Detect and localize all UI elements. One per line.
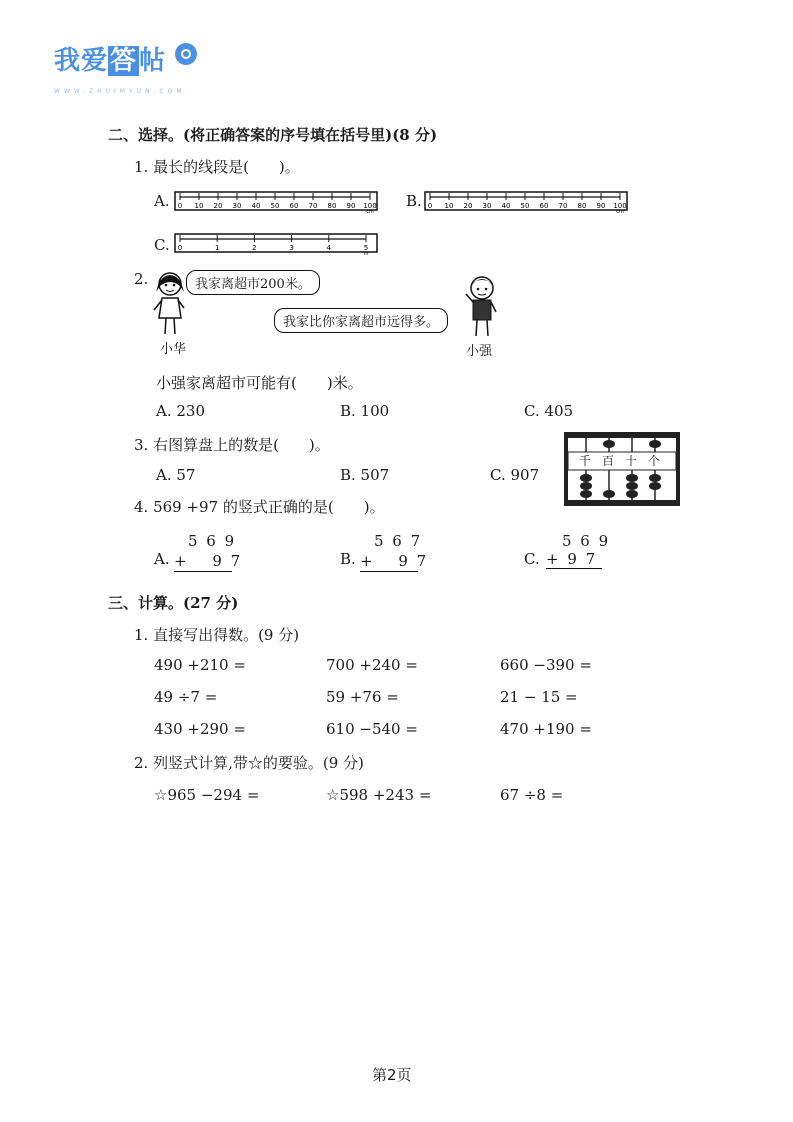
section3-title: 三、计算。(27 分) bbox=[108, 594, 239, 612]
ruler-a-tick-label: 80 bbox=[327, 202, 337, 210]
vertical-calc-3: 67 ÷8 = bbox=[500, 786, 564, 804]
q2-option-a: A. 230 bbox=[156, 402, 205, 420]
s3-q2-stem: 2. 列竖式计算,带☆的要验。(9 分) bbox=[134, 754, 364, 772]
q3-option-a: A. 57 bbox=[156, 466, 196, 484]
abacus-label-ones: 个 bbox=[648, 454, 661, 468]
logo bbox=[54, 40, 197, 77]
ruler-c-tick-label: 0 bbox=[177, 244, 183, 252]
logo-text-c: 帖 bbox=[139, 46, 167, 76]
ruler-a-tick-label: 30 bbox=[232, 202, 242, 210]
calc-r3-c3: 470 +190 = bbox=[500, 720, 592, 738]
boy-figure bbox=[462, 274, 502, 338]
ruler-a-tick-label: 60 bbox=[289, 202, 299, 210]
q4-b-bottom: + 9 7 bbox=[360, 552, 429, 570]
q4-c-top: 5 6 9 bbox=[562, 532, 611, 550]
logo-text-b: 答 bbox=[110, 46, 138, 76]
girl-speech-bubble: 我家离超市200米。 bbox=[186, 270, 320, 295]
q4-c-bottom: + 9 7 bbox=[546, 550, 602, 569]
q1-stem: 1. 最长的线段是( )。 bbox=[134, 158, 300, 176]
q4-a-bottom: + 9 7 bbox=[174, 552, 243, 570]
page-number: 第2页 bbox=[372, 1066, 412, 1084]
ruler-b-tick-label: 30 bbox=[482, 202, 492, 210]
boy-speech-bubble: 我家比你家离超市远得多。 bbox=[274, 308, 448, 333]
ruler-c-tick-label: 5 bbox=[363, 244, 369, 252]
ruler-a-tick-label: 70 bbox=[308, 202, 318, 210]
calc-r1-c2: 700 +240 = bbox=[326, 656, 418, 674]
q4-stem: 4. 569 +97 的竖式正确的是( )。 bbox=[134, 498, 385, 516]
ruler-b-tick-label: 20 bbox=[463, 202, 473, 210]
ruler-b-tick-label: 70 bbox=[558, 202, 568, 210]
ruler-b-tick-label: 90 bbox=[596, 202, 606, 210]
q2-option-c: C. 405 bbox=[524, 402, 574, 420]
calc-r1-c1: 490 +210 = bbox=[154, 656, 246, 674]
ruler-b-tick-label: 80 bbox=[577, 202, 587, 210]
ruler-c-tick-label: 1 bbox=[214, 244, 220, 252]
ruler-b-tick-label: 50 bbox=[520, 202, 530, 210]
q4-c-label: C. bbox=[524, 550, 540, 568]
ruler-b-tick-label: 100 bbox=[613, 202, 627, 210]
q4-b-top: 5 6 7 bbox=[374, 532, 423, 550]
ruler-a-unit: cm bbox=[366, 209, 374, 214]
s3-q1-stem: 1. 直接写出得数。(9 分) bbox=[134, 626, 300, 644]
calc-r2-c2: 59 +76 = bbox=[326, 688, 399, 706]
ruler-c-unit: m bbox=[363, 251, 369, 256]
ruler-c-tick-label: 3 bbox=[289, 244, 294, 252]
ruler-b-tick-label: 60 bbox=[539, 202, 549, 210]
logo-badge-icon bbox=[175, 43, 197, 65]
ruler-c-tick-label: 4 bbox=[326, 244, 332, 252]
q3-stem: 3. 右图算盘上的数是( )。 bbox=[134, 436, 330, 454]
ruler-a bbox=[174, 188, 378, 214]
q2-option-b: B. 100 bbox=[340, 402, 390, 420]
abacus-label-thousands: 千 bbox=[579, 454, 592, 468]
vertical-calc-1: ☆965 −294 = bbox=[154, 786, 260, 804]
girl-name: 小华 bbox=[160, 342, 187, 357]
ruler-a-tick-label: 90 bbox=[346, 202, 356, 210]
calc-r2-c3: 21 − 15 = bbox=[500, 688, 578, 706]
ruler-a-tick-label: 0 bbox=[177, 202, 183, 210]
boy-name: 小强 bbox=[466, 344, 493, 359]
ruler-b-label: B. bbox=[406, 192, 422, 210]
ruler-c-tick-label: 2 bbox=[252, 244, 257, 252]
q4-a-top: 5 6 9 bbox=[188, 532, 237, 550]
ruler-b-tick-label: 10 bbox=[444, 202, 454, 210]
girl-figure bbox=[150, 268, 190, 340]
ruler-a-tick-label: 40 bbox=[251, 202, 261, 210]
calc-r3-c1: 430 +290 = bbox=[154, 720, 246, 738]
ruler-a-label: A. bbox=[154, 192, 170, 210]
ruler-b-tick-label: 0 bbox=[427, 202, 433, 210]
ruler-c-label: C. bbox=[154, 236, 170, 254]
ruler-a-tick-label: 20 bbox=[213, 202, 223, 210]
q3-option-b: B. 507 bbox=[340, 466, 390, 484]
logo-site: WWW.ZHUIMYUN.COM bbox=[54, 88, 186, 95]
abacus-label-tens: 十 bbox=[625, 454, 638, 468]
ruler-b-unit: cm bbox=[616, 209, 624, 214]
q4-a-label: A. bbox=[154, 550, 170, 568]
ruler-b bbox=[424, 188, 628, 214]
q2-stem: 小强家离超市可能有( )米。 bbox=[156, 374, 363, 392]
ruler-b-tick-label: 40 bbox=[501, 202, 511, 210]
section2-title: 二、选择。(将正确答案的序号填在括号里)(8 分) bbox=[108, 126, 438, 144]
q2-num: 2. bbox=[134, 270, 149, 288]
ruler-a-tick-label: 10 bbox=[194, 202, 204, 210]
ruler-c-frame bbox=[175, 234, 377, 252]
calc-r3-c2: 610 −540 = bbox=[326, 720, 418, 738]
ruler-a-tick-label: 100 bbox=[363, 202, 377, 210]
ruler-c bbox=[174, 230, 378, 256]
logo-text-a: 我爱 bbox=[54, 46, 109, 76]
q4-b-label: B. bbox=[340, 550, 356, 568]
calc-r2-c1: 49 ÷7 = bbox=[154, 688, 218, 706]
vertical-calc-2: ☆598 +243 = bbox=[326, 786, 432, 804]
calc-r1-c3: 660 −390 = bbox=[500, 656, 592, 674]
ruler-a-tick-label: 50 bbox=[270, 202, 280, 210]
q3-option-c: C. 907 bbox=[490, 466, 540, 484]
abacus bbox=[562, 430, 682, 508]
abacus-label-hundreds: 百 bbox=[602, 454, 615, 468]
